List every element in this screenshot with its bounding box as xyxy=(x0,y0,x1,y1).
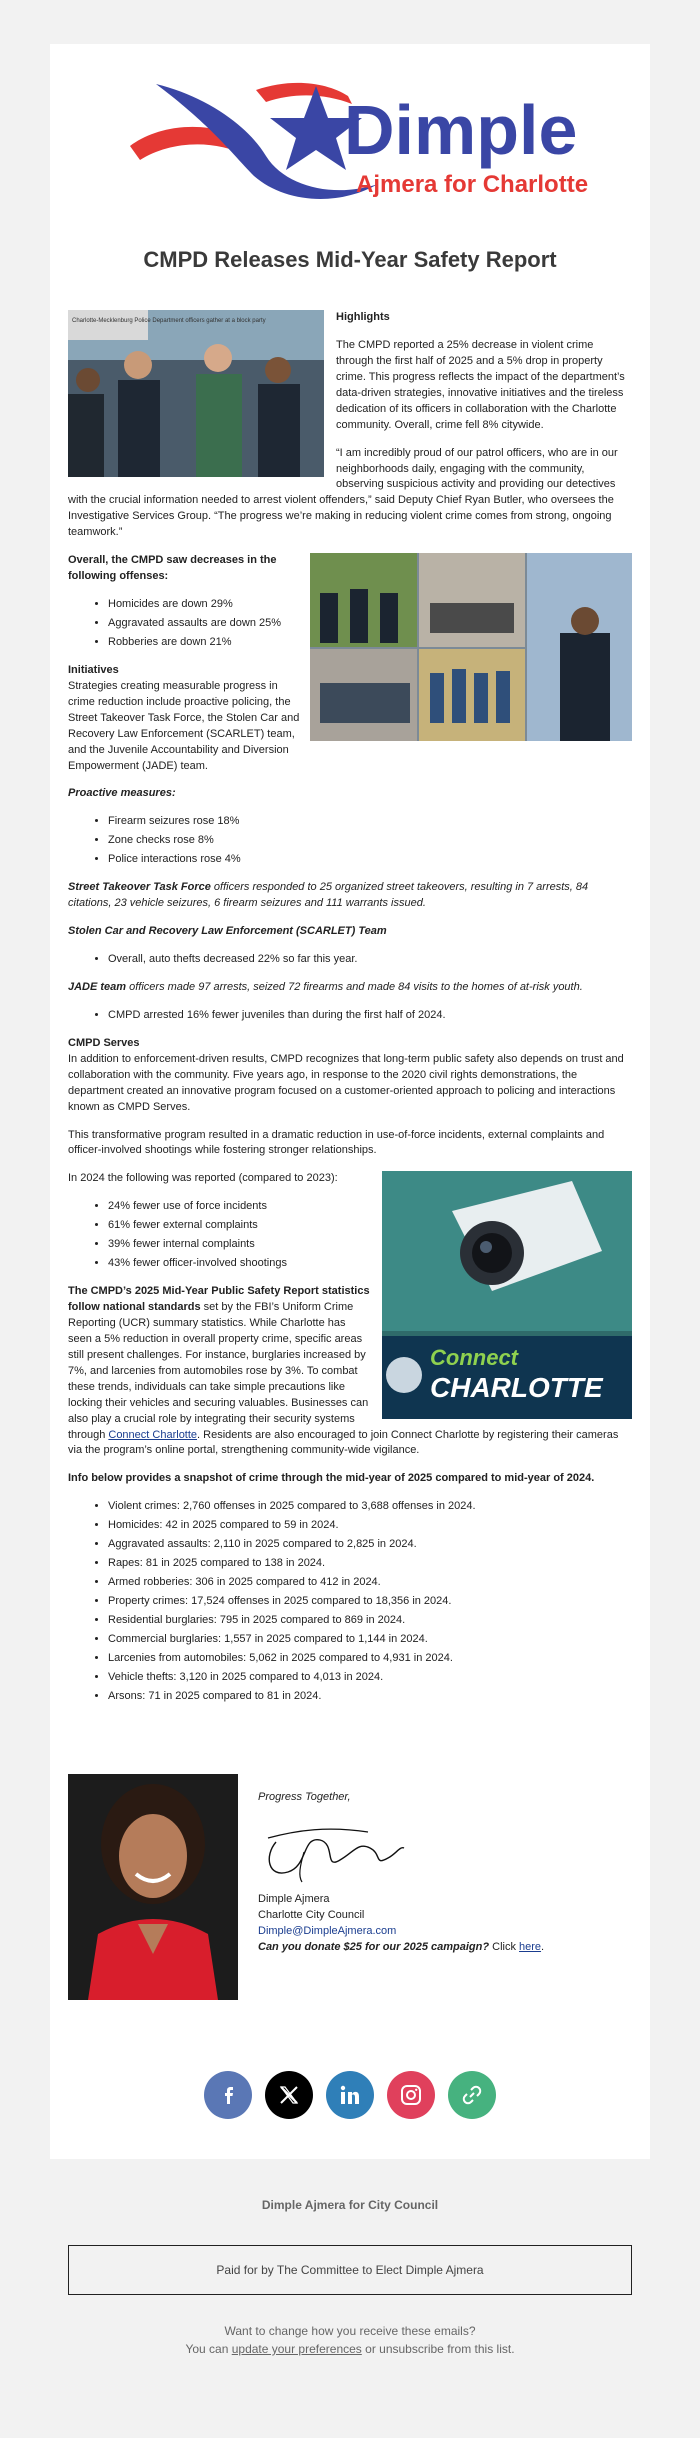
article-body xyxy=(68,310,632,1717)
list-item: • Overall, auto thefts decreased 22% so far this year. xyxy=(108,952,632,968)
takeover-name: Street Takeover Task Force xyxy=(68,881,211,894)
list-item: • Arsons: 71 in 2025 compared to 81 in 2024. xyxy=(108,1689,632,1705)
serves-heading: CMPD Serves xyxy=(68,1036,140,1049)
you-can-text: You can xyxy=(185,2342,232,2356)
block-party-photo xyxy=(68,310,324,477)
list-item: • Robberies are down 21% xyxy=(108,635,632,651)
update-preferences-link[interactable]: update your preferences xyxy=(231,2342,362,2356)
unsubscribe-text: or unsubscribe from this list. xyxy=(361,2342,515,2356)
list-item: • Armed robberies: 306 in 2025 compared to 412 in 2024. xyxy=(108,1575,632,1591)
jade-text: officers made 97 arrests, seized 72 firearms and made 84 visits to the homes of at-risk youth. xyxy=(126,980,583,993)
list-item: • Residential burglaries: 795 in 2025 compared to 869 in 2024. xyxy=(108,1613,632,1629)
signoff-name: Dimple Ajmera xyxy=(258,1892,330,1905)
decreases-heading: Overall, the CMPD saw decreases in the following offenses: xyxy=(68,554,277,583)
list-item: • CMPD arrested 16% fewer juveniles than during the first half of 2024. xyxy=(108,1008,632,1024)
police-collage-photo xyxy=(310,553,632,741)
logo-subtitle: Ajmera for Charlotte xyxy=(356,171,589,198)
page-title: CMPD Releases Mid-Year Safety Report xyxy=(143,247,557,272)
report-bold: The CMPD’s 2025 Mid-Year Public Safety Report statistics follow national standards xyxy=(68,1285,370,1313)
list-item: • Rapes: 81 in 2025 compared to 138 in 2024. xyxy=(108,1556,632,1572)
snapshot-list xyxy=(68,1499,632,1704)
jade-list xyxy=(68,1008,632,1024)
footer-preferences xyxy=(0,2322,700,2358)
connect-line1: Connect xyxy=(430,1345,518,1371)
initiatives-heading: Initiatives xyxy=(68,663,119,676)
list-item: • Aggravated assaults: 2,110 in 2025 compared to 2,825 in 2024. xyxy=(108,1537,632,1553)
list-item: • Property crimes: 17,524 offenses in 2025 compared to 18,356 in 2024. xyxy=(108,1594,632,1610)
donate-click: Click xyxy=(489,1940,520,1953)
list-item: • Commercial burglaries: 1,557 in 2025 compared to 1,144 in 2024. xyxy=(108,1632,632,1648)
list-item: • Homicides are down 29% xyxy=(108,597,632,613)
list-item: • Larcenies from automobiles: 5,062 in 2025 compared to 4,931 in 2024. xyxy=(108,1651,632,1667)
campaign-logo xyxy=(116,56,596,216)
x-icon[interactable] xyxy=(265,2071,313,2119)
jade-paragraph xyxy=(68,980,632,996)
list-item: • 61% fewer external complaints xyxy=(108,1218,632,1234)
signature xyxy=(258,1812,408,1886)
list-item: • Police interactions rose 4% xyxy=(108,852,632,868)
takeover-text: officers responded to 25 organized street takeovers, resulting in 7 arrests, 84 citations, 23 vehicle seizures, 6 firearm seizures and 111 warrants issued. xyxy=(68,881,589,910)
highlights-paragraph: The CMPD reported a 25% decrease in violent crime through the first half of 2025 and a 5% drop in property crime. This progress reflects the impact of the department’s data-driven strategies, innovative initiatives and the tireless dedication of its officers in collaboration with the Charlotte community. Overall, crime fell 8% citywide. xyxy=(336,338,625,431)
signoff-role: Charlotte City Council xyxy=(258,1908,365,1921)
list-item: • Violent crimes: 2,760 offenses in 2025 compared to 3,688 offenses in 2024. xyxy=(108,1499,632,1515)
facebook-icon[interactable] xyxy=(204,2071,252,2119)
donate-period: . xyxy=(541,1940,545,1953)
list-item: • Aggravated assaults are down 25% xyxy=(108,616,632,632)
serves-paragraph-3: In 2024 the following was reported (compared to 2023): xyxy=(68,1172,338,1185)
serves-paragraph-2: This transformative program resulted in a dramatic reduction in use-of-force incidents, external complaints and officer-involved shootings while fostering stronger relationships. xyxy=(68,1128,605,1157)
donate-link[interactable]: here xyxy=(519,1940,542,1953)
donate-line xyxy=(258,1940,618,1956)
list-item: • Zone checks rose 8% xyxy=(108,833,632,849)
connect-charlotte-link[interactable]: Connect Charlotte xyxy=(108,1428,198,1441)
closing: Progress Together, xyxy=(258,1791,351,1803)
dimple-portrait xyxy=(68,1774,238,2000)
paid-for-box: Paid for by The Committee to Elect Dimple Ajmera xyxy=(68,2245,632,2295)
linkedin-icon[interactable] xyxy=(326,2071,374,2119)
scarlet-heading: Stolen Car and Recovery Law Enforcement (SCARLET) Team xyxy=(68,925,387,938)
social-links xyxy=(50,2071,650,2119)
email-card xyxy=(50,44,650,2159)
proactive-heading: Proactive measures: xyxy=(68,787,176,800)
list-item: • 43% fewer officer-involved shootings xyxy=(108,1256,632,1272)
signoff-block xyxy=(258,1790,618,1956)
report-text-2: . Residents are also encouraged to join Connect Charlotte by registering their cameras via the program’s online portal, strengthening community-wide vigilance. xyxy=(68,1428,619,1457)
list-item: • Homicides: 42 in 2025 compared to 59 in 2024. xyxy=(108,1518,632,1534)
jade-name: JADE team xyxy=(68,980,127,993)
butler-quote: “I am incredibly proud of our patrol officers, who are in our neighborhoods daily, engaging with the community, observing suspicious activity and providing our detectives with the crucial information needed to arrest violent offenders,” said Deputy Chief Ryan Butler, who oversees the Investigative Services Group. “The progress we’re making in reducing violent crime comes from strong, ongoing teamwork.” xyxy=(68,446,618,539)
link-icon[interactable] xyxy=(448,2071,496,2119)
email-link[interactable]: Dimple@DimpleAjmera.com xyxy=(258,1924,397,1937)
highlights-heading: Highlights xyxy=(336,311,390,323)
list-item: • Vehicle thefts: 3,120 in 2025 compared to 4,013 in 2024. xyxy=(108,1670,632,1686)
change-text: Want to change how you receive these emails? xyxy=(224,2324,476,2338)
logo-name: Dimple xyxy=(344,91,578,169)
serves-block xyxy=(68,1036,632,1116)
serves-text: In addition to enforcement-driven results, CMPD recognizes that long-term public safety also depends on trust and collaboration with the community. Five years ago, in response to the 2020 civil rights demonstrations, the department created an innovative program focused on a customer-oriented approach to policing and interactions known as CMPD Serves. xyxy=(68,1052,624,1113)
instagram-icon[interactable] xyxy=(387,2071,435,2119)
list-item: • 39% fewer internal complaints xyxy=(108,1237,632,1253)
svg-text:Charlotte-Mecklenburg Police D: Charlotte-Mecklenburg Police Department officers gather at a block party xyxy=(72,318,266,324)
connect-line2: CHARLOTTE xyxy=(430,1372,603,1404)
logo-red-swoosh-top xyxy=(256,83,352,104)
footer-org: Dimple Ajmera for City Council xyxy=(261,2198,439,2212)
snapshot-heading: Info below provides a snapshot of crime through the mid-year of 2025 compared to mid-year of 2024. xyxy=(68,1472,595,1485)
donate-ask: Can you donate $25 for our 2025 campaign? xyxy=(258,1940,490,1953)
connect-charlotte-image xyxy=(382,1171,632,1419)
initiatives-text: Strategies creating measurable progress in crime reduction include proactive policing, the Street Takeover Task Force, the Stolen Car and Recovery Law Enforcement (SCARLET) team, and the Juvenile Accountability and Diversion Empowerment (JADE) team. xyxy=(68,679,300,772)
report-text: set by the FBI’s Uniform Crime Reporting (UCR) summary statistics. While Charlotte has seen a 5% reduction in overall property crime, specific areas still present challenges. For instance, burglaries increased by 7%, and larcenies from automobiles rose by 3%. To combat these trends, individuals can take simple precautions like locking their vehicles and securing valuables. Businesses can also play a crucial role by integrating their security systems through xyxy=(68,1301,369,1441)
list-item: • 24% fewer use of force incidents xyxy=(108,1199,632,1215)
list-item: • Firearm seizures rose 18% xyxy=(108,814,632,830)
takeover-paragraph xyxy=(68,880,632,912)
proactive-list xyxy=(68,814,632,868)
scarlet-list xyxy=(68,952,632,968)
